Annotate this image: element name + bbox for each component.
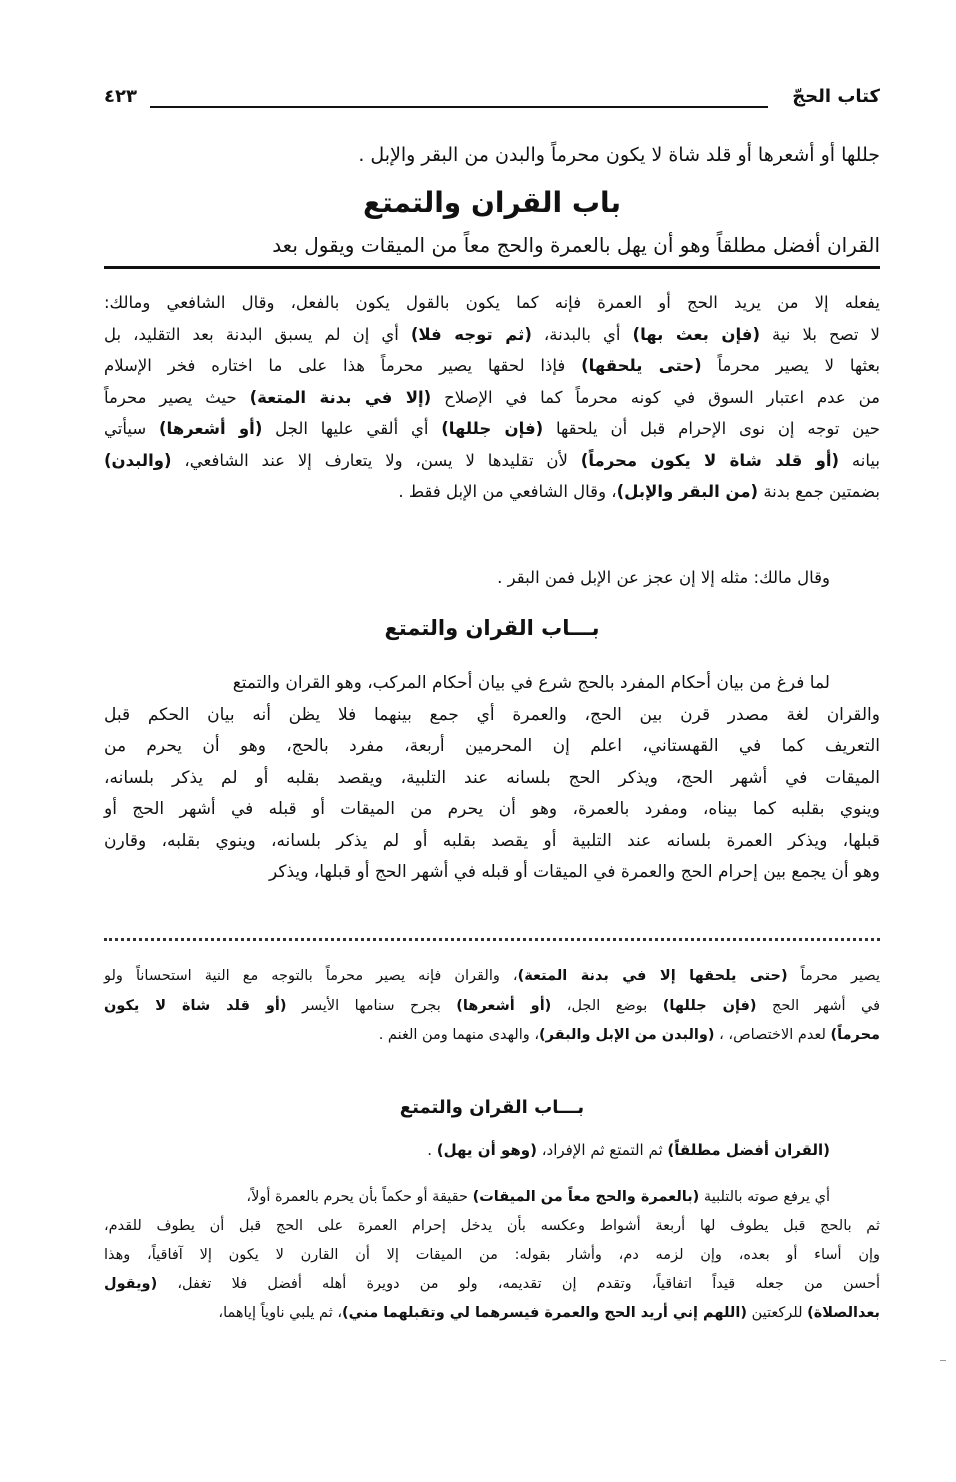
text-segment: أي ألقي عليها الجل <box>262 419 442 438</box>
text-segment: من عدم اعتبار السوق في كونه محرماً كما في الإصلاح <box>431 387 880 407</box>
text-segment: أحسن من جعله قيداً اتفاقياً، وتقدم إن تقديمه، ولو من دويرة أهله أفضل فلا تغفل، <box>157 1276 880 1292</box>
text-line <box>104 445 880 477</box>
commentary-1 <box>104 287 880 508</box>
bold-quote: (بالعمرة والحج معاً من الميقات) <box>472 1189 700 1205</box>
text-segment: يصير محرماً <box>787 968 880 984</box>
bold-quote: (اللهم إني أريد الحج والعمرة فيسرهما لي وتقبلهما مني) <box>342 1305 747 1321</box>
bold-quote: (حتى يلحقها إلا في بدنة المتعة) <box>517 968 788 984</box>
chapter-title: باب القران والتمتع <box>362 186 622 219</box>
running-header <box>104 86 880 116</box>
footnote-2 <box>104 1183 880 1328</box>
text-line <box>104 857 880 889</box>
text-segment: جللها أو أشعرها أو قلد شاة لا يكون محرماً والبدن من البقر والإبل . <box>358 144 880 166</box>
bold-quote: محرماً) <box>830 1027 880 1043</box>
text-line <box>104 140 880 170</box>
text-line <box>104 794 880 826</box>
bold-quote: (أو أشعرها) <box>158 419 263 438</box>
text-line <box>104 1021 880 1051</box>
text-segment: وإن أساء أو بعده، وإن لزمه دم، وأشار بقوله: من الميقات إلا أن القارن لا يكون إلا آفاقياً، وهذا <box>104 1247 880 1263</box>
text-segment: أي يرفع صوته بالتلبية <box>699 1189 830 1205</box>
text-segment: والقران لغة مصدر قرن بين الحج، والعمرة أي جمع بينهما فلا يظن أنه بيان الحكم قبل <box>104 704 880 725</box>
section-heading-3: بـــاب القران والتمتع <box>399 1097 585 1118</box>
text-segment: ، ثم يلبي ناوياً إياهما، <box>218 1305 343 1321</box>
text-segment: حيث يصير محرماً <box>104 387 250 407</box>
text-line <box>104 700 880 732</box>
text-segment: في أشهر الحج <box>756 997 881 1014</box>
text-segment: ، وقال الشافعي من الإبل فقط . <box>398 482 617 501</box>
text-segment: أي إن لم يسبق البدنة بعد التقليد، بل <box>104 324 411 344</box>
text-line <box>104 731 880 763</box>
text-line <box>104 1299 880 1328</box>
text-segment: التعريف كما في القهستاني، اعلم إن المحرمين أربعة، مفرد بالحج، وهو أن يحرم من <box>104 736 880 756</box>
text-line <box>104 319 880 351</box>
text-line <box>104 1136 880 1165</box>
text-segment: لما فرغ من بيان أحكام المفرد بالحج شرع في بيان أحكام المركب، وهو القران والتمتع <box>232 673 830 693</box>
text-segment: بجرح سنامها الأيسر <box>286 997 457 1014</box>
text-segment: أي بالبدنة، <box>531 324 633 344</box>
bold-quote: (والبدن) <box>104 450 172 470</box>
commentary-2 <box>104 668 880 889</box>
bold-quote: (ثم توجه فلا) <box>410 324 532 344</box>
text-line <box>104 287 880 319</box>
footnote-1 <box>104 962 880 1051</box>
text-segment: لعدم الاختصاص، ، <box>714 1027 831 1043</box>
bold-quote: (القران أفضل مطلقاً) <box>667 1141 830 1159</box>
bold-quote: (أو أشعرها) <box>456 997 552 1014</box>
text-segment: لا تصح بلا نية <box>760 324 880 344</box>
text-line <box>104 1241 880 1270</box>
footnote-matn <box>104 1136 880 1165</box>
bold-quote: بعدالصلاة) <box>807 1305 880 1321</box>
bold-quote: (ويقول <box>104 1276 158 1292</box>
bold-quote: (والبدن من الإبل والبقر) <box>539 1027 715 1043</box>
text-segment: ، والهدى منهما ومن الغنم . <box>378 1027 540 1043</box>
text-segment: القران أفضل مطلقاً وهو أن يهل بالعمرة والحج معاً من الميقات ويقول بعد <box>272 233 880 257</box>
text-line <box>104 763 880 795</box>
bold-quote: (أو قلد شاة لا يكون <box>104 997 287 1014</box>
top-line <box>104 140 880 170</box>
section-heading-2: بـــاب القران والتمتع <box>384 616 600 640</box>
text-line <box>104 962 880 992</box>
bold-quote: (من البقر والإبل) <box>616 482 759 501</box>
dotted-separator <box>104 938 880 941</box>
text-segment: قبلها، ويذكر العمرة بلسانه عند التلبية أو يقصد بقلبه أو لم يذكر بلسانه، وينوي بقلبه، وقارن <box>104 830 880 851</box>
text-line <box>104 826 880 858</box>
bold-quote: (فإن بعث بها) <box>632 324 761 344</box>
text-segment: بعثها لا يصير محرماً <box>701 356 880 375</box>
text-line <box>104 668 880 700</box>
matn-text <box>104 228 880 262</box>
page-number: ٤٢٣ <box>104 86 137 107</box>
text-line <box>104 1270 880 1299</box>
text-line <box>104 1212 880 1241</box>
text-line <box>104 1183 880 1212</box>
text-segment: حقيقة أو حكماً بأن يحرم بالعمرة أولاً، <box>246 1189 473 1205</box>
bold-quote: (إلا في بدنة المتعة) <box>249 387 432 407</box>
matn-divider <box>104 266 880 269</box>
text-line <box>104 382 880 414</box>
text-line <box>104 992 880 1022</box>
text-line <box>104 228 880 262</box>
bold-quote: (أو قلد شاة لا يكون محرماً) <box>580 450 840 470</box>
bold-quote: (فإن جللها) <box>662 997 757 1014</box>
scan-mark <box>940 1360 946 1361</box>
book-title: كتاب الحجّ <box>792 86 880 107</box>
text-segment: بيانه <box>839 450 880 470</box>
text-segment: حين توجه إن نوى الإحرام قبل أن يلحقها <box>543 419 881 438</box>
text-segment: ، والقران فإنه يصير محرماً بالتوجه مع النية استحساناً ولو <box>104 968 518 984</box>
bold-quote: (حتى يلحقها) <box>581 356 702 375</box>
bold-quote: (وهو أن يهل) <box>436 1141 537 1159</box>
commentary-1-end <box>104 562 880 593</box>
text-segment: وينوي بقلبه كما بيناه، ومفرد بالعمرة، وهو أن يحرم من الميقات أو قبله في أشهر الحج أو <box>104 799 880 819</box>
text-line <box>104 350 880 382</box>
bold-quote: (فإن جللها) <box>441 419 544 438</box>
text-line <box>104 476 880 508</box>
text-segment: يفعله إلا من يريد الحج أو العمرة فإنه كما يكون بالقول يكون بالفعل، وقال الشافعي ومالك: <box>104 293 880 312</box>
header-rule <box>150 106 768 108</box>
text-segment: ثم التمتع ثم الإفراد، <box>536 1141 668 1159</box>
text-segment: للركعتين <box>746 1305 808 1321</box>
text-segment: فإذا لحقها يصير محرماً هذا على ما اختاره فخر الإسلام <box>104 356 582 375</box>
text-line <box>104 562 880 593</box>
text-segment: الميقات في أشهر الحج، ويذكر الحج بلسانه عند التلبية، ويقصد بقلبه أو لم يذكر بلسانه، <box>104 767 880 788</box>
text-segment: بضمتين جمع بدنة <box>758 482 880 501</box>
text-segment: . <box>427 1141 437 1159</box>
text-segment: سيأتي <box>104 419 159 438</box>
text-segment: لأن تقليدها لا يسن، ولا يتعارف إلا عند الشافعي، <box>171 450 581 470</box>
text-segment: بوضع الجل، <box>551 997 663 1014</box>
text-segment: وهو أن يجمع بين إحرام الحج والعمرة في الميقات أو قبله في أشهر الحج أو قبلها، ويذكر <box>268 862 880 882</box>
text-segment: ثم بالحج قبل يطوف لها أربعة أشواط وعكسه بأن يدخل إحرام العمرة على الحج قبل أن يطوف للقدم، <box>104 1218 880 1234</box>
text-line <box>104 413 880 445</box>
text-segment: وقال مالك: مثله إلا إن عجز عن الإبل فمن البقر . <box>497 568 830 587</box>
